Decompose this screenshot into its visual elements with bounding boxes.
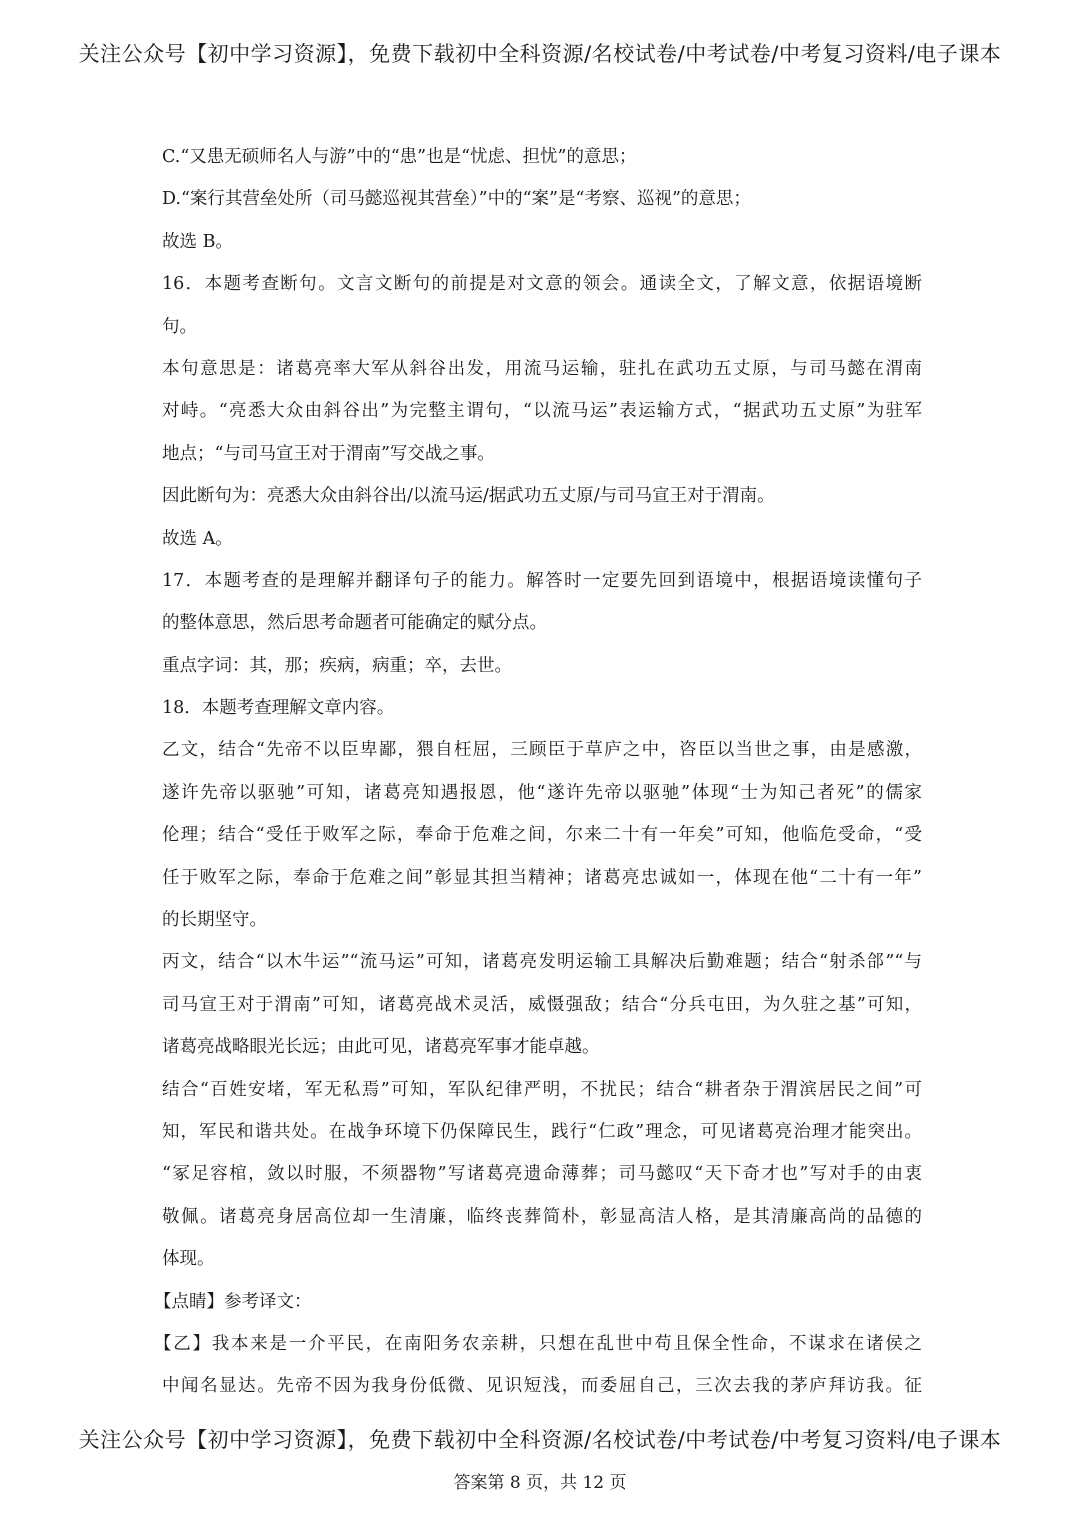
text-line: 句。 bbox=[162, 316, 197, 337]
text-line: 17．本题考查的是理解并翻译句子的能力。解答时一定要先回到语境中，根据语境读懂句子 bbox=[162, 570, 922, 591]
text-line: 伦理；结合“受任于败军之际，奉命于危难之间，尔来二十有一年矣”可知，他临危受命，“受 bbox=[162, 825, 922, 846]
text-line: 诸葛亮战略眼光长远；由此可见，诸葛亮军事才能卓越。 bbox=[162, 1037, 600, 1058]
page-number: 答案第 8 页，共 12 页 bbox=[453, 1473, 627, 1493]
text-line: 本句意思是：诸葛亮率大军从斜谷出发，用流马运输，驻扎在武功五丈原，与司马懿在渭南 bbox=[162, 358, 922, 379]
text-line: C.“又患无硕师名人与游”中的“患”也是“忧虑、担忧”的意思； bbox=[162, 147, 637, 167]
text-line: 知，军民和谐共处。在战争环境下仍保障民生，践行“仁政”理念，可见诸葛亮治理才能突出。 bbox=[162, 1121, 922, 1142]
text-line: 丙文，结合“以木牛运”“流马运”可知，诸葛亮发明运输工具解决后勤难题；结合“射杀郃”“与 bbox=[162, 952, 922, 973]
text-line: 敬佩。诸葛亮身居高位却一生清廉，临终丧葬简朴，彰显高洁人格，是其清廉高尚的品德的 bbox=[162, 1206, 922, 1227]
text-line: 【乙】我本来是一介平民，在南阳务农亲耕，只想在乱世中苟且保全性命，不谋求在诸侯之 bbox=[154, 1333, 922, 1354]
text-line: 的整体意思，然后思考命题者可能确定的赋分点。 bbox=[162, 613, 547, 634]
text-line: 遂许先帝以驱驰”可知，诸葛亮知遇报恩，他“遂许先帝以驱驰”体现“士为知己者死”的儒家 bbox=[162, 782, 922, 803]
text-line: 任于败军之际，奉命于危难之间”彰显其担当精神；诸葛亮忠诚如一，体现在他“二十有一年” bbox=[162, 867, 922, 888]
header-banner: 关注公众号【初中学习资源】，免费下载初中全科资源/名校试卷/中考试卷/中考复习资料/电子课本 bbox=[78, 42, 1002, 66]
answer-body bbox=[154, 136, 922, 1408]
text-line: 中闻名显达。先帝不因为我身份低微、见识短浅，而委屈自己，三次去我的茅庐拜访我。征 bbox=[162, 1376, 922, 1397]
text-line: D.“案行其营垒处所（司马懿巡视其营垒）”中的“案”是“考察、巡视”的意思； bbox=[162, 189, 751, 210]
text-line: 对峙。“亮悉大众由斜谷出”为完整主谓句，“以流马运”表运输方式，“据武功五丈原”为驻军 bbox=[162, 401, 922, 422]
text-line: 体现。 bbox=[162, 1249, 215, 1270]
text-line: 重点字词：其，那；疾病，病重；卒，去世。 bbox=[162, 655, 512, 676]
text-line: 18．本题考查理解文章内容。 bbox=[162, 698, 395, 719]
text-line: 乙文，结合“先帝不以臣卑鄙，猥自枉屈，三顾臣于草庐之中，咨臣以当世之事，由是感激， bbox=[162, 740, 922, 761]
text-line: 结合“百姓安堵，军无私焉”可知，军队纪律严明，不扰民；结合“耕者杂于渭滨居民之间”可 bbox=[162, 1079, 922, 1100]
footer-banner: 关注公众号【初中学习资源】，免费下载初中全科资源/名校试卷/中考试卷/中考复习资料/电子课本 bbox=[78, 1428, 1002, 1452]
text-line: 因此断句为：亮悉大众由斜谷出/以流马运/据武功五丈原/与司马宣王对于渭南。 bbox=[162, 486, 775, 507]
text-line: 的长期坚守。 bbox=[162, 910, 267, 931]
text-line: “冢足容棺，敛以时服，不须器物”写诸葛亮遗命薄葬；司马懿叹“天下奇才也”写对手的由衷 bbox=[162, 1164, 922, 1185]
text-line: 地点；“与司马宣王对于渭南”写交战之事。 bbox=[162, 443, 495, 464]
text-line: 故选 B。 bbox=[162, 231, 233, 252]
text-line: 【点睛】参考译文： bbox=[154, 1291, 312, 1312]
text-line: 16．本题考查断句。文言文断句的前提是对文意的领会。通读全文，了解文意，依据语境断 bbox=[162, 274, 922, 295]
text-line: 司马宣王对于渭南”可知，诸葛亮战术灵活，威慑强敌；结合“分兵屯田，为久驻之基”可知， bbox=[162, 994, 922, 1015]
text-line: 故选 A。 bbox=[162, 528, 233, 549]
